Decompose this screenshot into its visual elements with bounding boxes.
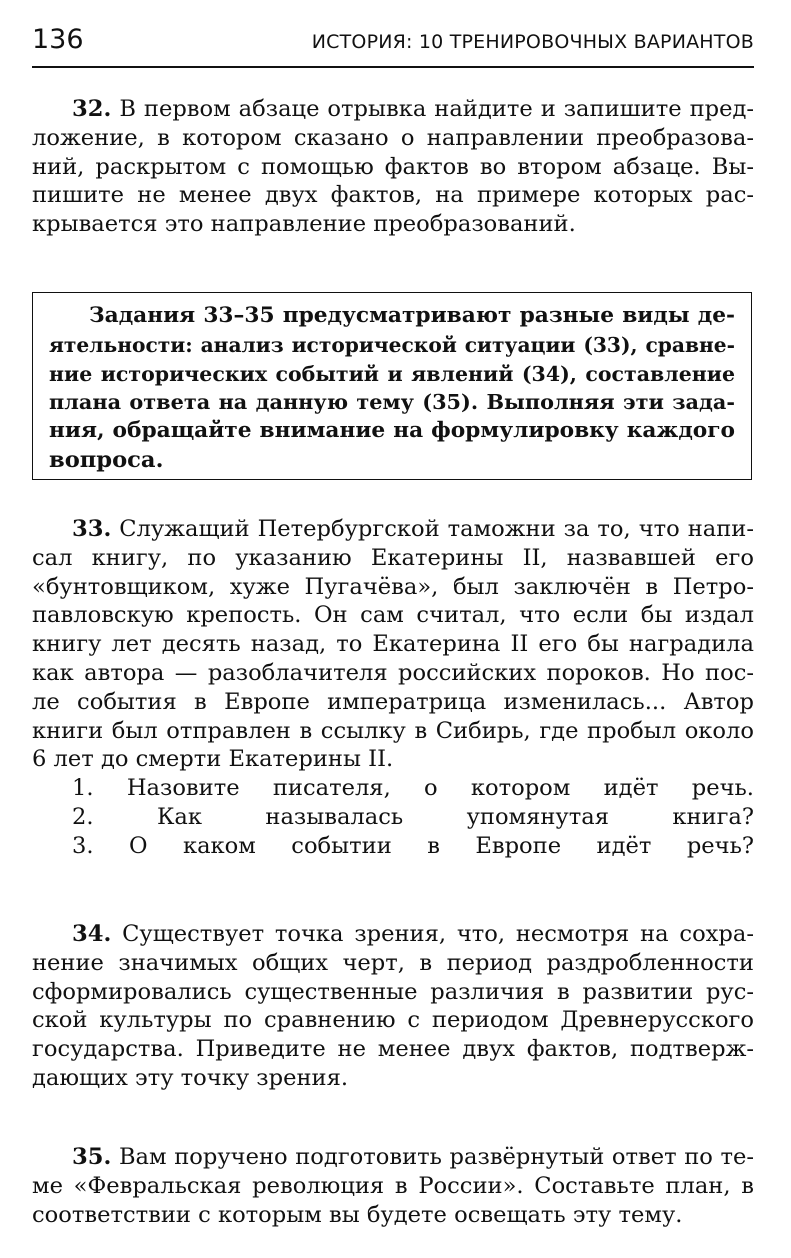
instruction-line: Задания 33–35 предусматривают разные виды де- [89, 303, 735, 328]
task-35-line: соответствии с которым вы будете освещать эту тему. [32, 1201, 683, 1228]
task-32-number: 32. [72, 96, 112, 122]
task-35-line: ме «Февральская революция в России». Составьте план, в [32, 1172, 754, 1199]
task-35-number: 35. [72, 1144, 112, 1170]
task-35 [32, 1143, 754, 1229]
instruction-line: ятельности: анализ исторической ситуации (33), сравне- [49, 332, 735, 357]
task-33-line: сал книгу, по указанию Екатерины II, назвавшей его [32, 544, 754, 571]
task-32 [32, 95, 754, 239]
task-32-line: крывается это направление преобразований. [32, 211, 576, 238]
page-number: 136 [32, 24, 84, 55]
task-32-line: ний, раскрытом с помощью фактов во втором абзаце. Вы- [32, 153, 754, 180]
task-34-number: 34. [72, 921, 112, 947]
task-33-line: книги был отправлен в ссылку в Сибирь, где пробыл около [32, 717, 754, 744]
instruction-line: ния, обращайте внимание на формулировку каждого [49, 418, 735, 444]
running-title: ИСТОРИЯ: 10 ТРЕНИРОВОЧНЫХ ВАРИАНТОВ [311, 31, 754, 53]
task-32-line: ложение, в котором сказано о направлении преобразова- [32, 124, 754, 151]
task-34-line: 34. Существует точка зрения, что, несмотря на сохра- [72, 921, 754, 947]
task-33-line: 6 лет до смерти Екатерины II. [32, 746, 394, 773]
instruction-box [32, 292, 752, 480]
task-34-line: государства. Приведите не менее двух фактов, подтверж- [32, 1036, 754, 1063]
task-34-line: нение значимых общих черт, в период раздробленности [32, 949, 754, 976]
task-34-line: дающих эту точку зрения. [32, 1064, 349, 1091]
instruction-line: плана ответа на данную тему (35). Выполняя эти зада- [49, 389, 735, 415]
task-33-line: книгу лет десять назад, то Екатерина II его бы наградила [32, 631, 754, 658]
header-rule [32, 66, 754, 68]
task-32-line: 32. В первом абзаце отрывка найдите и запишите пред- [72, 96, 755, 122]
task-35-line: 35. Вам поручено подготовить развёрнутый ответ по те- [72, 1144, 755, 1170]
task-33-line: павловскую крепость. Он сам считал, что если бы издал [32, 602, 754, 629]
instruction-text [49, 302, 735, 475]
task-34-line: сформировались существенные различия в развитии рус- [32, 978, 754, 1005]
task-33 [32, 515, 754, 861]
task-33-number: 33. [72, 516, 112, 542]
task-33-line: ле события в Европе императрица изменилась... Автор [32, 688, 754, 715]
task-32-line: пишите не менее двух фактов, на примере которых рас- [32, 182, 754, 209]
task-33-question: 2. Как называлась упомянутая книга? [72, 803, 754, 830]
task-34-line: ской культуры по сравнению с периодом Древнерусского [32, 1007, 754, 1034]
instruction-line: вопроса. [49, 446, 164, 473]
task-33-question: 1. Назовите писателя, о котором идёт речь. [72, 775, 754, 802]
task-33-question: 3. О каком событии в Европе идёт речь? [72, 832, 754, 859]
task-34 [32, 920, 754, 1093]
instruction-line: ние исторических событий и явлений (34), составление [49, 361, 735, 386]
task-33-line: как автора — разоблачителя российских пороков. Но пос- [32, 659, 754, 686]
task-33-line: 33. Служащий Петербургской таможни за то, что напи- [72, 516, 754, 542]
page-header [32, 22, 754, 66]
task-33-line: «бунтовщиком, хуже Пугачёва», был заключён в Петро- [32, 573, 754, 600]
